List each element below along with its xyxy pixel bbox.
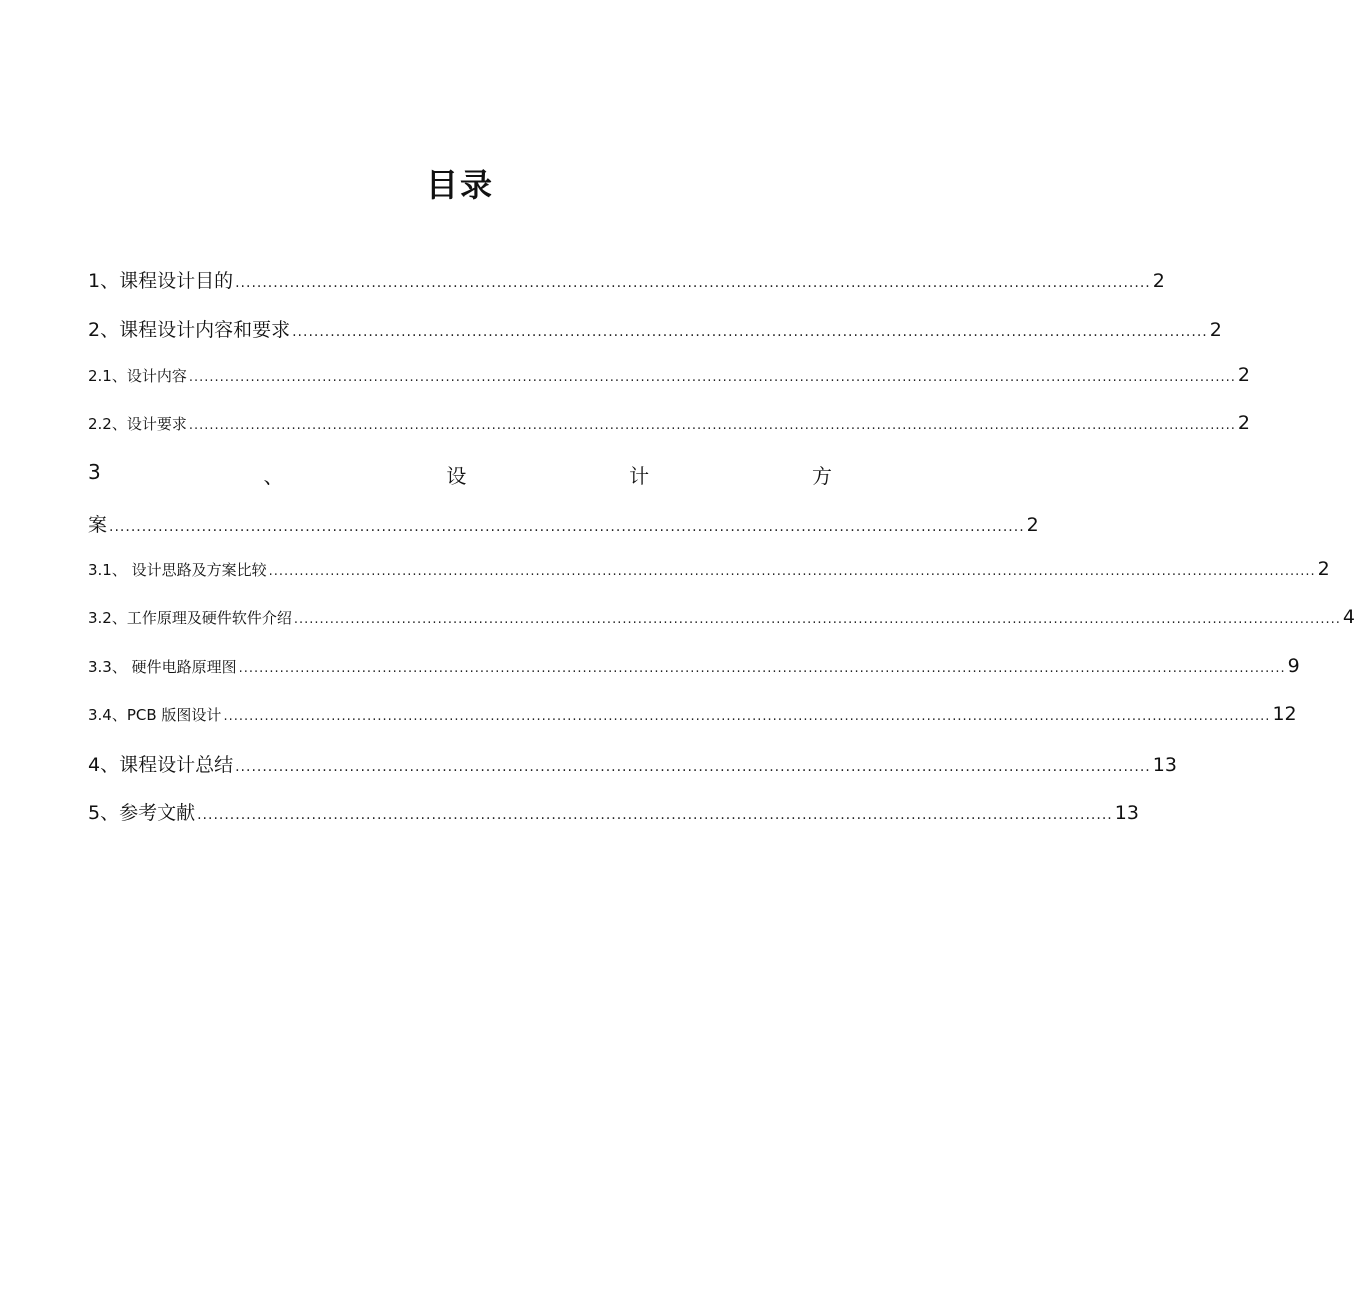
toc-entry-label: 案	[88, 514, 108, 536]
toc-entry[interactable]	[88, 798, 1139, 825]
toc-entry-label: 3.4、PCB 版图设计	[88, 706, 222, 724]
toc-entry-label-part: 计	[629, 464, 650, 488]
toc-entry-justified-line[interactable]	[88, 460, 832, 489]
toc-page-number: 2	[1237, 412, 1250, 434]
toc-entry-label: 2.1、设计内容	[88, 367, 187, 385]
toc-entry-label-part: 、	[263, 464, 284, 488]
toc-entry[interactable]	[88, 412, 1250, 434]
toc-page-number: 13	[1114, 802, 1139, 824]
toc-page-number: 2	[1317, 558, 1330, 580]
toc-leader: ............................................................................................................................................................................................................	[223, 709, 1271, 724]
toc-page-number: 13	[1152, 754, 1177, 776]
toc-leader: ............................................................................................................................................................................................................	[188, 370, 1236, 385]
toc-entry[interactable]	[88, 703, 1297, 725]
toc-page-number: 12	[1272, 703, 1297, 725]
toc-page-number: 9	[1287, 655, 1300, 677]
toc-page-number: 2	[1026, 514, 1039, 536]
toc-page-number: 2	[1237, 364, 1250, 386]
toc-entry[interactable]	[88, 606, 1355, 628]
toc-leader: ............................................................................................................................................................................................................	[293, 612, 1341, 627]
toc-entry-label: 4、课程设计总结	[88, 754, 234, 776]
toc-entry[interactable]	[88, 364, 1250, 386]
toc-entry[interactable]	[88, 558, 1330, 580]
toc-entry[interactable]	[88, 315, 1222, 342]
page-title: 目录	[425, 166, 494, 204]
toc-leader: ........................................................................................................................................................................	[109, 519, 1025, 535]
toc-entry-label: 5、参考文献	[88, 802, 196, 824]
toc-leader: ........................................................................................................................................................................	[292, 324, 1208, 340]
toc-entry[interactable]	[88, 750, 1177, 777]
toc-page-number: 4	[1342, 606, 1355, 628]
toc-page-number: 2	[1152, 270, 1165, 292]
toc-entry-label: 2、课程设计内容和要求	[88, 319, 291, 341]
toc-entry[interactable]	[88, 266, 1165, 293]
toc-leader: ............................................................................................................................................................................................................	[268, 564, 1316, 579]
toc-entry-label: 3.1、 设计思路及方案比较	[88, 561, 267, 579]
toc-entry-label: 2.2、设计要求	[88, 415, 187, 433]
toc-entry[interactable]	[88, 655, 1300, 677]
toc-entry-label: 1、课程设计目的	[88, 270, 234, 292]
toc-entry-label: 3.3、 硬件电路原理图	[88, 658, 237, 676]
toc-leader: ........................................................................................................................................................................	[235, 759, 1151, 775]
toc-leader: ........................................................................................................................................................................	[235, 275, 1151, 291]
toc-entry-label-part: 方	[811, 464, 832, 488]
toc-entry-continuation[interactable]	[88, 510, 1039, 537]
toc-leader: ............................................................................................................................................................................................................	[188, 418, 1236, 433]
toc-leader: ........................................................................................................................................................................	[197, 807, 1113, 823]
toc-entry-label-part: 3	[88, 460, 101, 484]
toc-entry-label-part: 设	[446, 464, 467, 488]
toc-page-number: 2	[1209, 319, 1222, 341]
toc-entry-label: 3.2、工作原理及硬件软件介绍	[88, 609, 292, 627]
toc-leader: ............................................................................................................................................................................................................	[238, 661, 1286, 676]
